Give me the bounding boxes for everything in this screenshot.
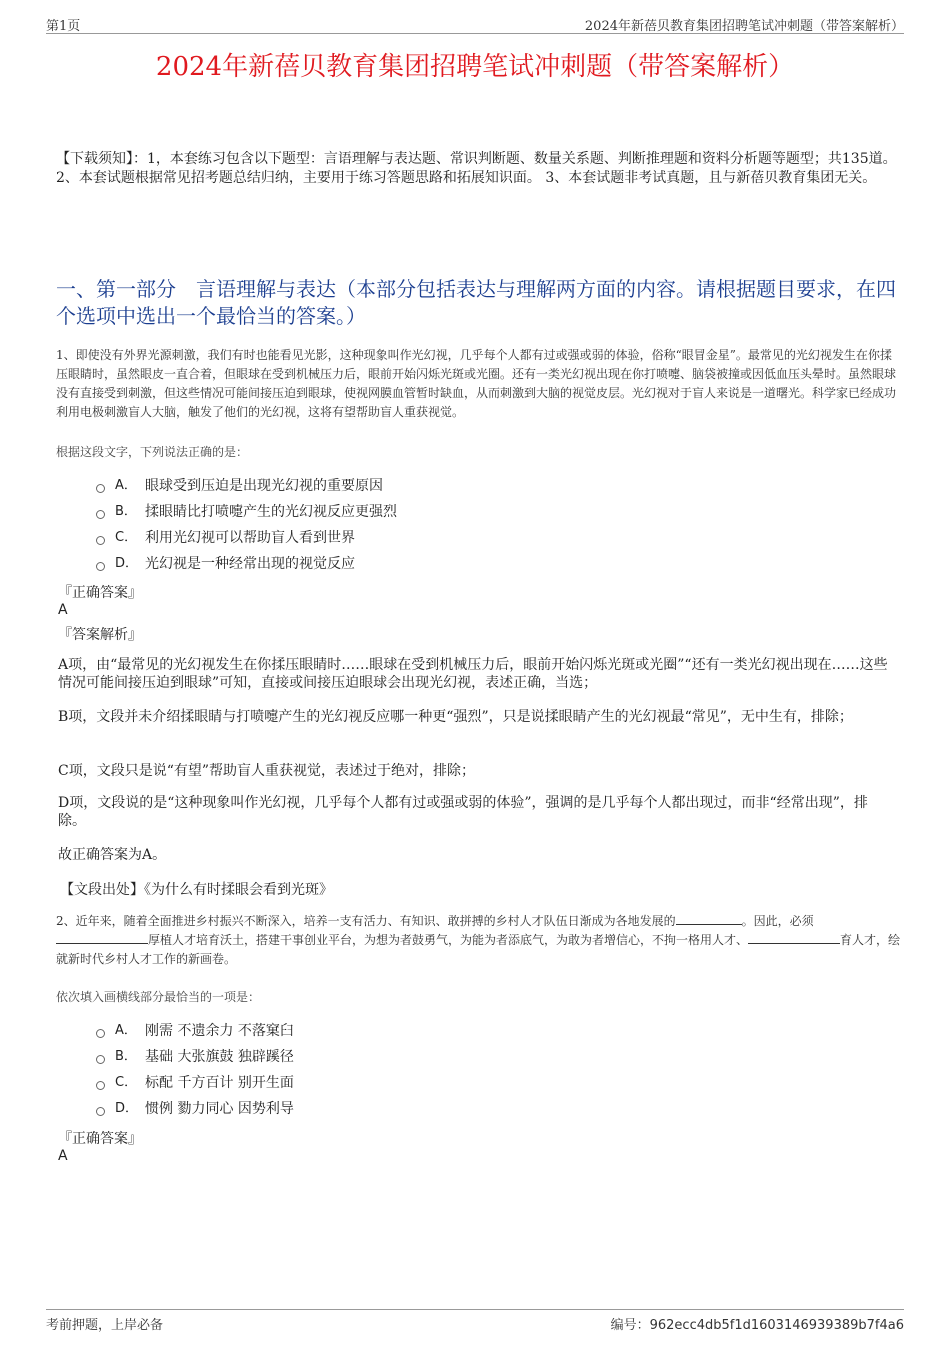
- fill-blank-1[interactable]: [676, 912, 742, 925]
- option-a[interactable]: [96, 473, 397, 499]
- radio-icon[interactable]: [96, 1055, 105, 1064]
- footer-code-label: 编号：: [610, 1318, 650, 1333]
- option-letter: A．: [115, 478, 137, 493]
- radio-icon[interactable]: [96, 510, 105, 519]
- option-a[interactable]: [96, 1018, 294, 1044]
- passage-text: 。因此，必须: [741, 914, 814, 928]
- fill-blank-2[interactable]: [56, 931, 148, 944]
- correct-answer: A: [58, 1148, 68, 1164]
- passage-text: 2、近年来，随着全面推进乡村振兴不断深入，培养一支有活力、有知识、敢拼搏的乡村人才队伍日渐成为各地发展的: [56, 914, 676, 928]
- question-1-passage: 1、即使没有外界光源刺激，我们有时也能看见光影，这种现象叫作光幻视，几乎每个人都有过或强或弱的体验，俗称“眼冒金星”。最常见的光幻视发生在你揉压眼睛时，虽然眼皮一直合着，但眼球在受到机械压力后，眼前开始闪烁光斑或光圈。还有一类光幻视出现在你打喷嚏、脑袋被撞或因低血压头晕时。虽然眼球没有直接受到刺激，但这些情况可能间接压迫到眼球，使视网膜血管暂时缺血，从而刺激到大脑的视觉皮层。光幻视对于盲人来说是一道曙光。科学家已经成功利用电极刺激盲人大脑，触发了他们的光幻视，这将有望帮助盲人重获视觉。: [56, 348, 897, 419]
- analysis-label: 『答案解析』: [58, 627, 142, 643]
- option-c[interactable]: [96, 525, 397, 551]
- analysis-c: C项，文段只是说“有望”帮助盲人重获视觉，表述过于绝对，排除；: [58, 763, 476, 779]
- option-c[interactable]: [96, 1070, 294, 1096]
- passage-source: 【文段出处】《为什么有时揉眼会看到光斑》: [60, 882, 333, 898]
- option-d[interactable]: [96, 1096, 294, 1122]
- option-text: 惯例 勠力同心 因势利导: [145, 1101, 294, 1117]
- analysis-b: B项，文段并未介绍揉眼睛与打喷嚏产生的光幻视反应哪一种更“强烈”，只是说揉眼睛产生的光幻视最“常见”，无中生有，排除；: [58, 709, 853, 725]
- option-letter: D．: [115, 1101, 139, 1116]
- footer-divider: [46, 1309, 904, 1310]
- correct-answer-label: 『正确答案』: [58, 1131, 142, 1147]
- option-b[interactable]: [96, 1044, 294, 1070]
- document-title: 2024年新蓓贝教育集团招聘笔试冲刺题（带答案解析）: [155, 52, 795, 82]
- radio-icon[interactable]: [96, 1081, 105, 1090]
- option-text: 基础 大张旗鼓 独辟蹊径: [145, 1049, 294, 1065]
- question-2-options: [96, 1018, 294, 1122]
- fill-blank-3[interactable]: [748, 931, 840, 944]
- download-notice: 【下载须知】：1，本套练习包含以下题型：言语理解与表达题、常识判断题、数量关系题、判断推理题和资料分析题等题型；共135道。 2、本套试题根据常见招考题总结归纳，主要用于练习答题思路和拓展知识面。 3、本套试题非考试真题，且与新蓓贝教育集团无关。: [56, 151, 897, 186]
- option-letter: B．: [115, 1049, 137, 1064]
- option-text: 刚需 不遗余力 不落窠臼: [145, 1023, 294, 1039]
- section-title: 一、第一部分 言语理解与表达（本部分包括表达与理解两方面的内容。请根据题目要求，在四个选项中选出一个最恰当的答案。）: [56, 277, 896, 328]
- option-letter: D．: [115, 556, 139, 571]
- option-b[interactable]: [96, 499, 397, 525]
- passage-text: 厚植人才培育沃土，搭建干事创业平台，为想为者鼓勇气，为能为者添底气，为敢为者增信心，不拘一格用人才、: [148, 933, 749, 947]
- option-letter: C．: [115, 1075, 138, 1090]
- question-1-prompt: 根据这段文字，下列说法正确的是：: [56, 445, 249, 459]
- question-2-prompt: 依次填入画横线部分最恰当的一项是：: [56, 990, 261, 1004]
- option-d[interactable]: [96, 551, 397, 577]
- option-letter: C．: [115, 530, 138, 545]
- option-letter: B．: [115, 504, 137, 519]
- correct-answer: A: [58, 602, 68, 618]
- radio-icon[interactable]: [96, 536, 105, 545]
- page-number: 第1页: [46, 19, 81, 34]
- option-letter: A．: [115, 1023, 137, 1038]
- option-text: 标配 千方百计 别开生面: [145, 1075, 294, 1091]
- correct-answer-label: 『正确答案』: [58, 585, 142, 601]
- option-text: 眼球受到压迫是出现光幻视的重要原因: [145, 478, 383, 494]
- analysis-conclusion: 故正确答案为A。: [58, 847, 167, 863]
- option-text: 揉眼睛比打喷嚏产生的光幻视反应更强烈: [145, 504, 397, 520]
- option-text: 利用光幻视可以帮助盲人看到世界: [145, 530, 355, 546]
- analysis-d: D项，文段说的是“这种现象叫作光幻视，几乎每个人都有过或强或弱的体验”，强调的是几乎每个人都出现过，而非“经常出现”，排除。: [58, 795, 868, 829]
- passage-text: 育人才，绘就新时代乡村人才工作的新画卷。: [56, 933, 901, 966]
- radio-icon[interactable]: [96, 1029, 105, 1038]
- radio-icon[interactable]: [96, 1107, 105, 1116]
- header-doc-title: 2024年新蓓贝教育集团招聘笔试冲刺题（带答案解析）: [584, 19, 904, 34]
- footer-code: [611, 1314, 904, 1333]
- option-text: 光幻视是一种经常出现的视觉反应: [145, 556, 355, 572]
- radio-icon[interactable]: [96, 484, 105, 493]
- question-1-options: [96, 473, 397, 577]
- question-2-passage: [56, 912, 901, 969]
- analysis-a: A项，由“最常见的光幻视发生在你揉压眼睛时……眼球在受到机械压力后，眼前开始闪烁光斑或光圈”“还有一类光幻视出现在……这些情况可能间接压迫到眼球”可知，直接或间接压迫眼球会出现光幻视，表述正确，当选；: [58, 657, 888, 691]
- footer-code-value: 962ecc4db5f1d1603146939389b7f4a6: [649, 1318, 904, 1333]
- footer-slogan: 考前押题，上岸必备: [46, 1318, 164, 1333]
- radio-icon[interactable]: [96, 562, 105, 571]
- header-divider: [46, 33, 904, 34]
